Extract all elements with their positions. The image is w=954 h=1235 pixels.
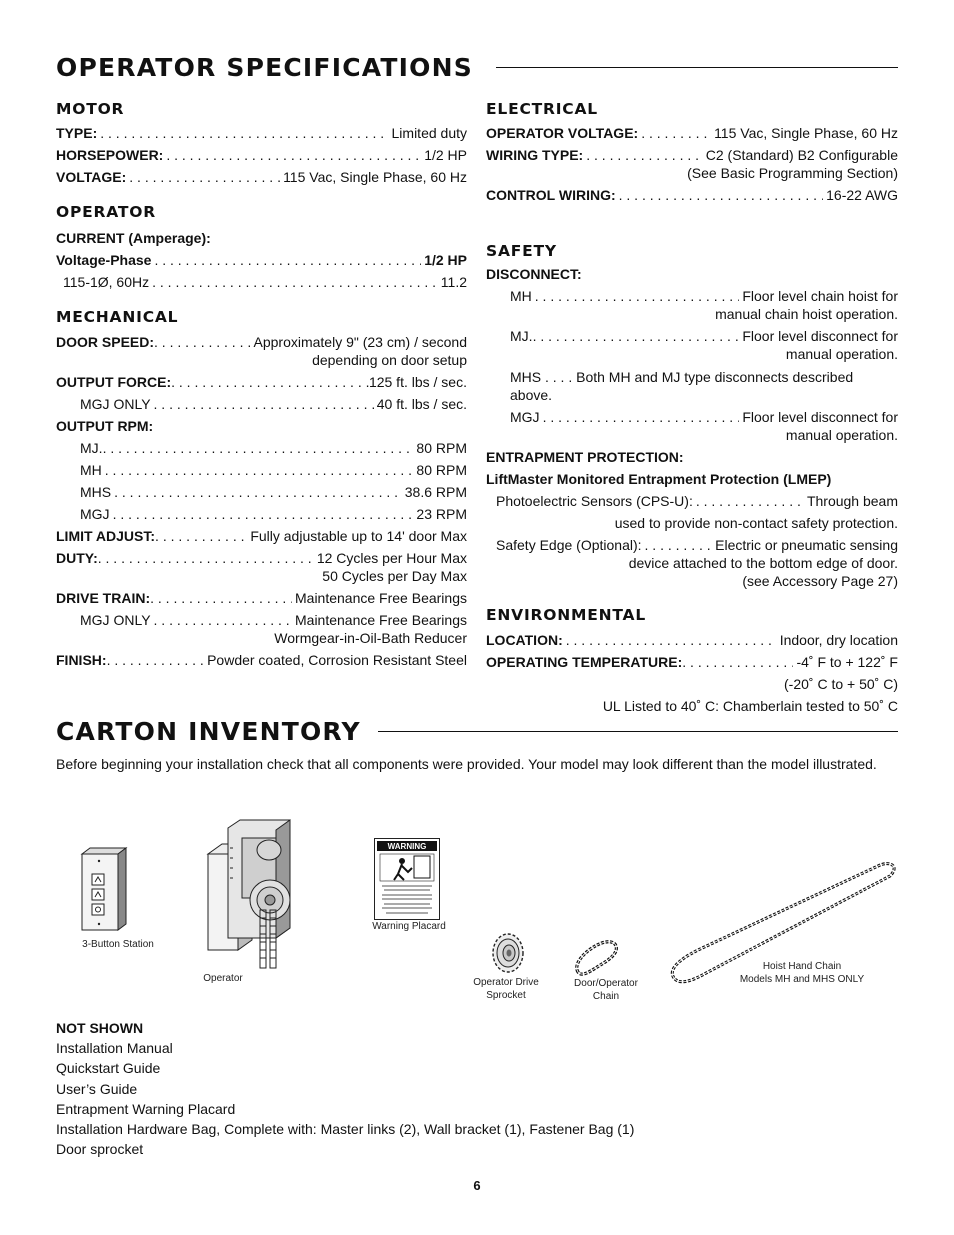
spec-disconnect-mh-cont: manual chain hoist operation. — [715, 306, 898, 322]
warning-word: WARNING — [387, 842, 427, 851]
spec-door-speed: DOOR SPEED: . . . Approximately 9" (23 cm) / second — [56, 333, 467, 351]
left-column — [56, 102, 467, 669]
spec-rpm-mj: MJ. . . . 80 RPM — [56, 439, 467, 457]
drive-sprocket-caption: Operator Drive Sprocket — [473, 977, 539, 1001]
spec-location: LOCATION: . . . Indoor, dry location — [486, 631, 898, 649]
spec-disconnect-mgj: MGJ . . . Floor level disconnect for — [486, 408, 898, 426]
spec-control-wiring: CONTROL WIRING: . . . 16-22 AWG — [486, 186, 898, 204]
not-shown-list — [56, 1018, 634, 1159]
spec-drive-train-mgj: MGJ ONLY . . . Maintenance Free Bearings — [56, 611, 467, 629]
door-operator-chain-illustration — [572, 938, 620, 978]
spec-disconnect-mhs: MHS . . . . Both MH and MJ type disconnects described above. — [510, 369, 854, 403]
spec-wiring-type: WIRING TYPE: . . . C2 (Standard) B2 Configurable — [486, 146, 898, 164]
spec-current: CURRENT (Amperage): — [56, 230, 211, 246]
spec-output-force: OUTPUT FORCE: . . . 125 ft. lbs / sec. — [56, 373, 467, 391]
spec-duty-cont: 50 Cycles per Day Max — [322, 567, 467, 584]
spec-entrapment: ENTRAPMENT PROTECTION: — [486, 449, 684, 465]
spec-safety-edge-cont2: (see Accessory Page 27) — [742, 573, 898, 589]
not-shown-heading: NOT SHOWN — [56, 1020, 144, 1036]
spec-finish: FINISH: . . . Powder coated, Corrosion Resistant Steel — [56, 651, 467, 669]
spec-type: TYPE: . . . Limited duty — [56, 124, 467, 142]
spec-mgj-force: MGJ ONLY . . . 40 ft. lbs / sec. — [56, 395, 467, 413]
button-station-caption: 3-Button Station — [82, 939, 154, 950]
operator-caption: Operator — [203, 973, 243, 984]
spec-safety-edge-cont: device attached to the bottom edge of door. — [628, 555, 898, 571]
spec-voltage-phase: Voltage-Phase . . . 1/2 HP — [56, 251, 467, 269]
spec-limit-adjust: LIMIT ADJUST: . . . Fully adjustable up to 14' door Max — [56, 527, 467, 545]
spec-output-rpm: OUTPUT RPM: — [56, 417, 154, 434]
list-item: User’s Guide — [56, 1080, 138, 1097]
spec-voltage: VOLTAGE: . . . 115 Vac, Single Phase, 60 Hz — [56, 168, 467, 186]
spec-photo-sensors-cont: used to provide non-contact safety protection. — [614, 515, 898, 531]
spec-photo-sensors: Photoelectric Sensors (CPS-U): . . . Through beam — [486, 492, 898, 510]
spec-rpm-mhs: MHS . . . 38.6 RPM — [56, 483, 467, 501]
spec-disconnect-mj-cont: manual operation. — [785, 346, 898, 362]
spec-lmep: LiftMaster Monitored Entrapment Protection (LMEP) — [486, 471, 832, 487]
spec-drive-train-mgj-cont: Wormgear-in-Oil-Bath Reducer — [274, 629, 467, 646]
inventory-rule — [378, 731, 898, 732]
spec-horsepower: HORSEPOWER: . . . 1/2 HP — [56, 146, 467, 164]
hoist-chain-caption-2: Models MH and MHS ONLY — [739, 974, 865, 985]
mechanical-heading: MECHANICAL — [56, 308, 179, 326]
spec-operating-temp-cont: (-20˚ C to + 50˚ C) — [784, 675, 898, 692]
spec-rpm-mh: MH . . . 80 RPM — [56, 461, 467, 479]
environmental-heading: ENVIRONMENTAL — [486, 606, 647, 624]
spec-ul-listing: UL Listed to 40˚ C: Chamberlain tested to 50˚ C — [602, 697, 898, 714]
specifications-title: OPERATOR SPECIFICATIONS — [56, 53, 473, 82]
spec-door-speed-cont: depending on door setup — [312, 351, 467, 368]
list-item: Door sprocket — [56, 1141, 144, 1158]
spec-safety-edge: Safety Edge (Optional): . . . Electric or pneumatic sensing — [486, 536, 898, 554]
drive-sprocket-illustration — [490, 932, 526, 974]
spec-drive-train: DRIVE TRAIN: . . . Maintenance Free Bearings — [56, 589, 467, 607]
spec-operator-voltage: OPERATOR VOLTAGE: . . . 115 Vac, Single Phase, 60 Hz — [486, 124, 898, 142]
list-item: Installation Hardware Bag, Complete with: Master links (2), Wall bracket (1), Fastener Bag (1) — [56, 1121, 635, 1138]
door-operator-chain-caption: Door/Operator Chain — [574, 978, 638, 1002]
list-item: Quickstart Guide — [56, 1060, 161, 1077]
spec-disconnect: DISCONNECT: — [486, 266, 582, 282]
spec-disconnect-mh: MH . . . Floor level chain hoist for — [486, 287, 898, 305]
list-item: Entrapment Warning Placard — [56, 1100, 236, 1117]
spec-115-phase: 115-1Ø, 60Hz . . . 11.2 — [56, 273, 467, 291]
motor-heading: MOTOR — [56, 100, 125, 118]
warning-placard-illustration — [374, 838, 440, 920]
inventory-title: CARTON INVENTORY — [56, 717, 361, 746]
button-station-illustration — [80, 846, 130, 934]
warning-placard-caption: Warning Placard — [372, 921, 446, 932]
safety-heading: SAFETY — [486, 241, 557, 260]
operator-heading: OPERATOR — [56, 202, 156, 221]
electrical-heading: ELECTRICAL — [486, 100, 598, 118]
spec-disconnect-mgj-cont: manual operation. — [785, 427, 898, 443]
title-rule — [496, 67, 898, 68]
inventory-intro: Before beginning your installation check that all components were provided. Your model may look different than the model illustrated. — [56, 756, 877, 772]
operator-illustration — [206, 818, 300, 970]
page-number: 6 — [473, 1178, 481, 1193]
spec-wiring-type-cont: (See Basic Programming Section) — [687, 164, 898, 181]
right-column — [486, 102, 898, 715]
spec-rpm-mgj: MGJ . . . 23 RPM — [56, 505, 467, 523]
spec-operating-temp: OPERATING TEMPERATURE: . . . -4˚ F to + 122˚ F — [486, 653, 898, 671]
hoist-chain-caption-1: Hoist Hand Chain — [762, 961, 842, 972]
spec-duty: DUTY: . . . 12 Cycles per Hour Max — [56, 549, 467, 567]
spec-disconnect-mj: MJ. . . . Floor level disconnect for — [486, 327, 898, 345]
list-item: Installation Manual — [56, 1040, 173, 1057]
